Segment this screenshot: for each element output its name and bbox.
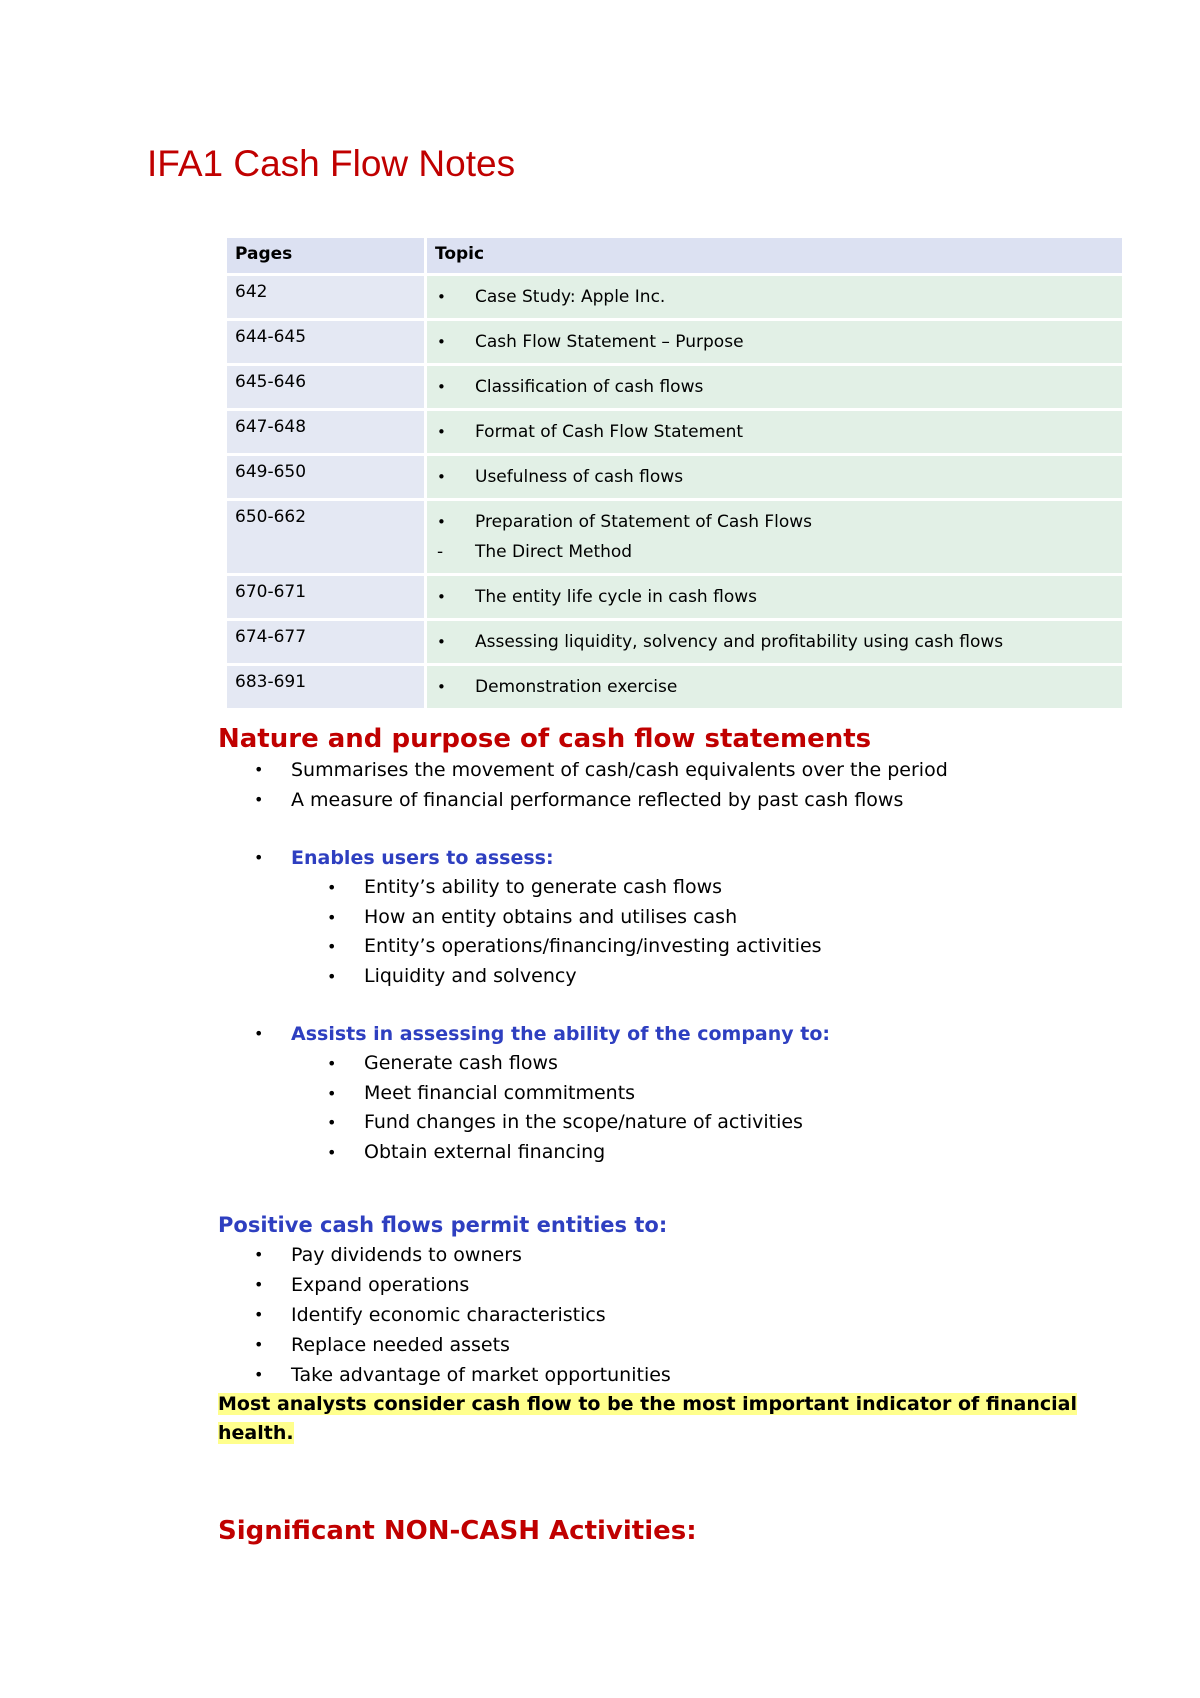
pages-cell: 642: [227, 276, 427, 318]
topic-text: Preparation of Statement of Cash Flows: [475, 512, 813, 532]
list-item: [218, 843, 948, 991]
enables-label: Enables users to assess:: [291, 847, 554, 869]
bullet-icon: •: [254, 1275, 264, 1294]
enables-items: [291, 873, 948, 991]
topic-line: [435, 282, 1114, 312]
list-item: • Meet financial commitments: [291, 1079, 948, 1109]
topic-cell: [427, 276, 1122, 318]
topic-cell: [427, 501, 1122, 573]
list-item: • Generate cash flows: [291, 1049, 948, 1079]
list-item: • Replace needed assets: [218, 1330, 1077, 1360]
pages-cell: 644-645: [227, 321, 427, 363]
assists-label: Assists in assessing the ability of the company to:: [291, 1023, 830, 1045]
list-item: • Fund changes in the scope/nature of activities: [291, 1108, 948, 1138]
topic-text: Usefulness of cash flows: [475, 467, 684, 487]
topic-text: The entity life cycle in cash flows: [475, 587, 757, 607]
nature-points: [218, 755, 948, 815]
highlight-line-1: Most analysts consider cash flow to be the most important indicator of financial: [218, 1393, 1077, 1415]
topic-text: Case Study: Apple Inc.: [475, 287, 666, 307]
list-item: • Pay dividends to owners: [218, 1240, 1077, 1270]
bullet-icon: •: [437, 513, 446, 531]
bullet-icon: •: [254, 1245, 264, 1264]
table-row: [227, 318, 1122, 363]
positive-heading: Positive cash flows permit entities to:: [218, 1213, 668, 1237]
topic-line: [435, 417, 1114, 447]
nature-section: [218, 723, 948, 1167]
bullet-icon: •: [254, 760, 264, 779]
bullet-icon: •: [327, 937, 337, 956]
pages-cell: 649-650: [227, 456, 427, 498]
bullet-icon: •: [254, 1365, 264, 1384]
document-title: IFA1 Cash Flow Notes: [147, 143, 516, 184]
list-item: • Entity’s operations/financing/investing activities: [291, 932, 948, 962]
positive-items: [218, 1240, 1077, 1390]
topic-cell: [427, 621, 1122, 663]
list-item: • Identify economic characteristics: [218, 1300, 1077, 1330]
dash-icon: -: [437, 542, 444, 562]
bullet-icon: •: [437, 678, 446, 696]
topic-line: [435, 672, 1114, 702]
topic-line: [435, 582, 1114, 612]
bullet-icon: •: [327, 966, 337, 986]
pages-cell: 683-691: [227, 666, 427, 708]
noncash-section: [218, 1515, 697, 1547]
topic-line: [435, 462, 1114, 492]
table-row: [227, 618, 1122, 663]
topic-text: Assessing liquidity, solvency and profitability using cash flows: [475, 632, 1004, 652]
bullet-icon: •: [254, 1335, 264, 1354]
table-row: [227, 363, 1122, 408]
list-item: • Summarises the movement of cash/cash equivalents over the period: [218, 755, 948, 785]
topics-table: [227, 235, 1122, 708]
bullet-icon: •: [327, 1054, 337, 1073]
list-item: • Obtain external financing: [291, 1138, 948, 1168]
pages-cell: 645-646: [227, 366, 427, 408]
table-row: [227, 273, 1122, 318]
table-row: [227, 573, 1122, 618]
list-item: • Take advantage of market opportunities: [218, 1360, 1077, 1390]
topic-line: [435, 327, 1114, 357]
topic-cell: [427, 666, 1122, 708]
list-item: • Expand operations: [218, 1270, 1077, 1300]
bullet-icon: •: [327, 878, 337, 897]
enables-list: [218, 843, 948, 991]
table-row: [227, 498, 1122, 573]
header-topic: Topic: [427, 238, 1122, 273]
topic-line: [435, 372, 1114, 402]
bullet-icon: •: [437, 633, 446, 651]
nature-heading: Nature and purpose of cash flow statements: [218, 724, 872, 754]
pages-cell: 650-662: [227, 501, 427, 573]
bullet-icon: •: [327, 1083, 337, 1103]
topic-cell: [427, 576, 1122, 618]
table-row: [227, 663, 1122, 708]
topic-line: [435, 627, 1114, 657]
bullet-icon: •: [437, 588, 446, 606]
list-item: • Liquidity and solvency: [291, 962, 948, 992]
assists-list: [218, 1019, 948, 1167]
bullet-icon: •: [254, 790, 264, 809]
topic-line: [435, 537, 1114, 567]
bullet-icon: •: [254, 1305, 264, 1324]
topic-cell: [427, 411, 1122, 453]
bullet-icon: •: [437, 468, 446, 486]
table-body: [227, 273, 1122, 708]
bullet-icon: •: [437, 423, 446, 441]
topic-cell: [427, 366, 1122, 408]
topic-cell: [427, 456, 1122, 498]
table-row: [227, 453, 1122, 498]
bullet-icon: •: [327, 1113, 337, 1132]
topic-text: Demonstration exercise: [475, 677, 678, 697]
bullet-icon: •: [254, 1024, 264, 1043]
header-pages: Pages: [227, 238, 427, 273]
topic-text: Cash Flow Statement – Purpose: [475, 332, 744, 352]
topic-text: Format of Cash Flow Statement: [475, 422, 744, 442]
topic-cell: [427, 321, 1122, 363]
bullet-icon: •: [254, 848, 264, 867]
bullet-icon: •: [437, 288, 446, 306]
pages-cell: 674-677: [227, 621, 427, 663]
topic-line: [435, 507, 1114, 537]
bullet-icon: •: [437, 333, 446, 351]
topic-text: Classification of cash flows: [475, 377, 704, 397]
list-item: [218, 1019, 948, 1167]
topic-text: The Direct Method: [475, 542, 633, 562]
list-item: • Entity’s ability to generate cash flows: [291, 873, 948, 903]
list-item: • A measure of financial performance reflected by past cash flows: [218, 785, 948, 815]
bullet-icon: •: [327, 907, 337, 927]
bullet-icon: •: [437, 378, 446, 396]
pages-cell: 670-671: [227, 576, 427, 618]
table-header-row: [227, 235, 1122, 273]
bullet-icon: •: [327, 1142, 337, 1162]
assists-items: [291, 1049, 948, 1167]
table-row: [227, 408, 1122, 453]
noncash-heading: Significant NON-CASH Activities:: [218, 1516, 697, 1546]
key-insight-highlight: [218, 1390, 1077, 1448]
pages-cell: 647-648: [227, 411, 427, 453]
list-item: • How an entity obtains and utilises cash: [291, 903, 948, 933]
highlight-line-2: health.: [218, 1422, 294, 1444]
positive-section: [218, 1210, 1077, 1448]
